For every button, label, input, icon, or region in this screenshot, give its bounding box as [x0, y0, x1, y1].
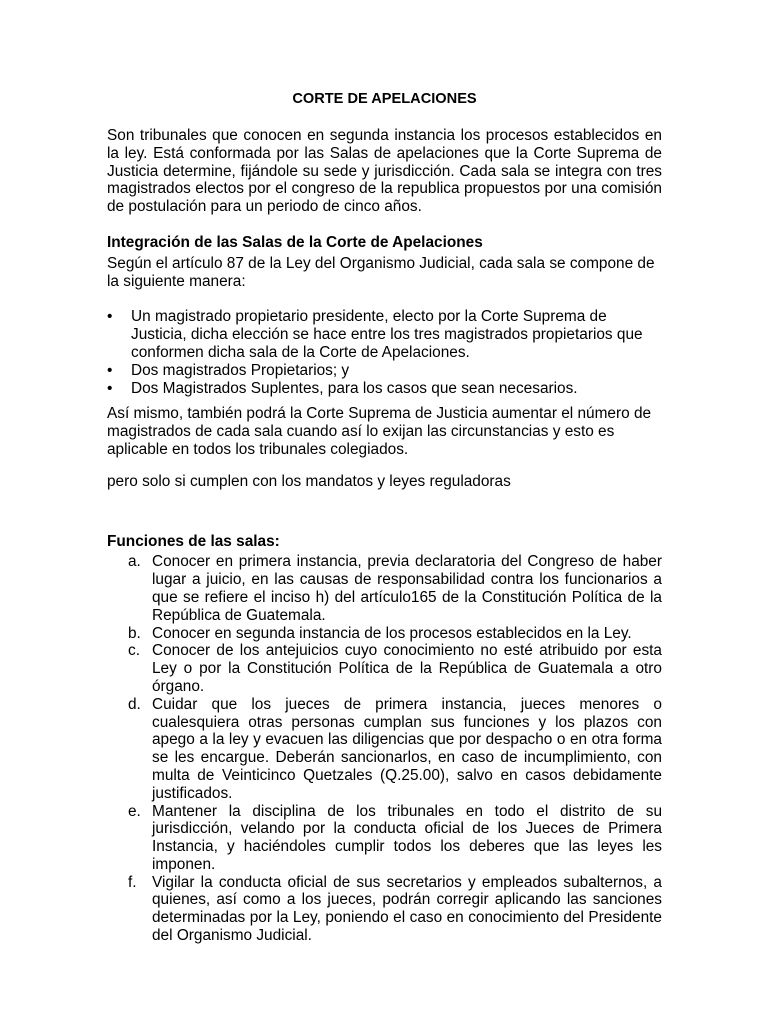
bullet-icon: •	[107, 308, 113, 326]
list-item	[107, 625, 662, 643]
list-item	[107, 553, 662, 624]
list-marker: a.	[128, 553, 141, 571]
list-item-text: Un magistrado propietario presidente, electo por la Corte Suprema de Justicia, dicha elección se hace entre los tres magistrados propietarios que conformen dicha sala de la Corte de Apelaciones.	[131, 308, 643, 361]
list-item	[107, 803, 662, 874]
integration-lead: Según el artículo 87 de la Ley del Organismo Judicial, cada sala se compone de la siguiente manera:	[107, 254, 655, 290]
list-item-text: Dos magistrados Propietarios; y	[131, 361, 350, 379]
list-item	[107, 642, 662, 695]
functions-heading: Funciones de las salas:	[107, 532, 280, 550]
bullet-icon: •	[107, 361, 113, 379]
functions-list	[107, 553, 662, 945]
integration-heading: Integración de las Salas de la Corte de Apelaciones	[107, 233, 483, 251]
list-item-text: Dos Magistrados Suplentes, para los casos que sean necesarios.	[131, 379, 578, 397]
document-page	[107, 90, 662, 945]
list-item-text: Cuidar que los jueces de primera instancia, jueces menores o cualesquiera otras personas cumplan sus funciones y los plazos con apego a la ley y evacuen las diligencias que por despacho o en otra forma se les encargue. Deberán sancionarlos, en caso de incumplimiento, con multa de Veinticinco Quetzales (Q.25.00), salvo en casos debidamente justificados.	[152, 695, 662, 802]
list-item	[107, 696, 662, 803]
list-marker: b.	[128, 624, 141, 642]
list-item	[107, 308, 662, 361]
list-item	[107, 874, 662, 945]
list-marker: e.	[128, 802, 141, 820]
list-item-text: Conocer en segunda instancia de los procesos establecidos en la Ley.	[152, 624, 632, 642]
intro-paragraph: Son tribunales que conocen en segunda instancia los procesos establecidos en la ley. Está conformada por las Salas de apelaciones que la Corte Suprema de Justicia determine, fijándole su sede y jurisdicción. Cada sala se integra con tres magistrados electos por el congreso de la republica propuestos por una comisión de postulación para un periodo de cinco años.	[107, 127, 662, 216]
list-item-text: Conocer de los antejuicios cuyo conocimiento no esté atribuido por esta Ley o por la Constitución Política de la República de Guatemala a otro órgano.	[152, 642, 662, 695]
integration-note: pero solo si cumplen con los mandatos y leyes reguladoras	[107, 472, 511, 490]
list-item	[107, 362, 662, 380]
document-title: CORTE DE APELACIONES	[292, 91, 477, 107]
integration-followup: Así mismo, también podrá la Corte Suprema de Justicia aumentar el número de magistrados de cada sala cuando así lo exijan las circunstancias y esto es aplicable en todos los tribunales colegiados.	[107, 405, 652, 458]
list-item-text: Vigilar la conducta oficial de sus secretarios y empleados subalternos, a quienes, así como a los jueces, podrán corregir aplicando las sanciones determinadas por la Ley, poniendo el caso en conocimiento del Presidente del Organismo Judicial.	[152, 873, 662, 945]
list-marker: d.	[128, 695, 141, 713]
list-marker: c.	[128, 642, 140, 660]
list-item	[107, 380, 662, 398]
list-item-text: Mantener la disciplina de los tribunales en todo el distrito de su jurisdicción, velando por la conducta oficial de los Jueces de Primera Instancia, y haciéndoles cumplir todos los deberes que las leyes les imponen.	[152, 802, 662, 873]
bullet-icon: •	[107, 379, 113, 397]
list-item-text: Conocer en primera instancia, previa declaratoria del Congreso de haber lugar a juicio, en las causas de responsabilidad contra los funcionarios a que se refiere el inciso h) del artículo165 de la Constitución Política de la República de Guatemala.	[152, 553, 662, 624]
integration-bullet-list	[107, 308, 662, 397]
list-marker: f.	[128, 873, 137, 891]
